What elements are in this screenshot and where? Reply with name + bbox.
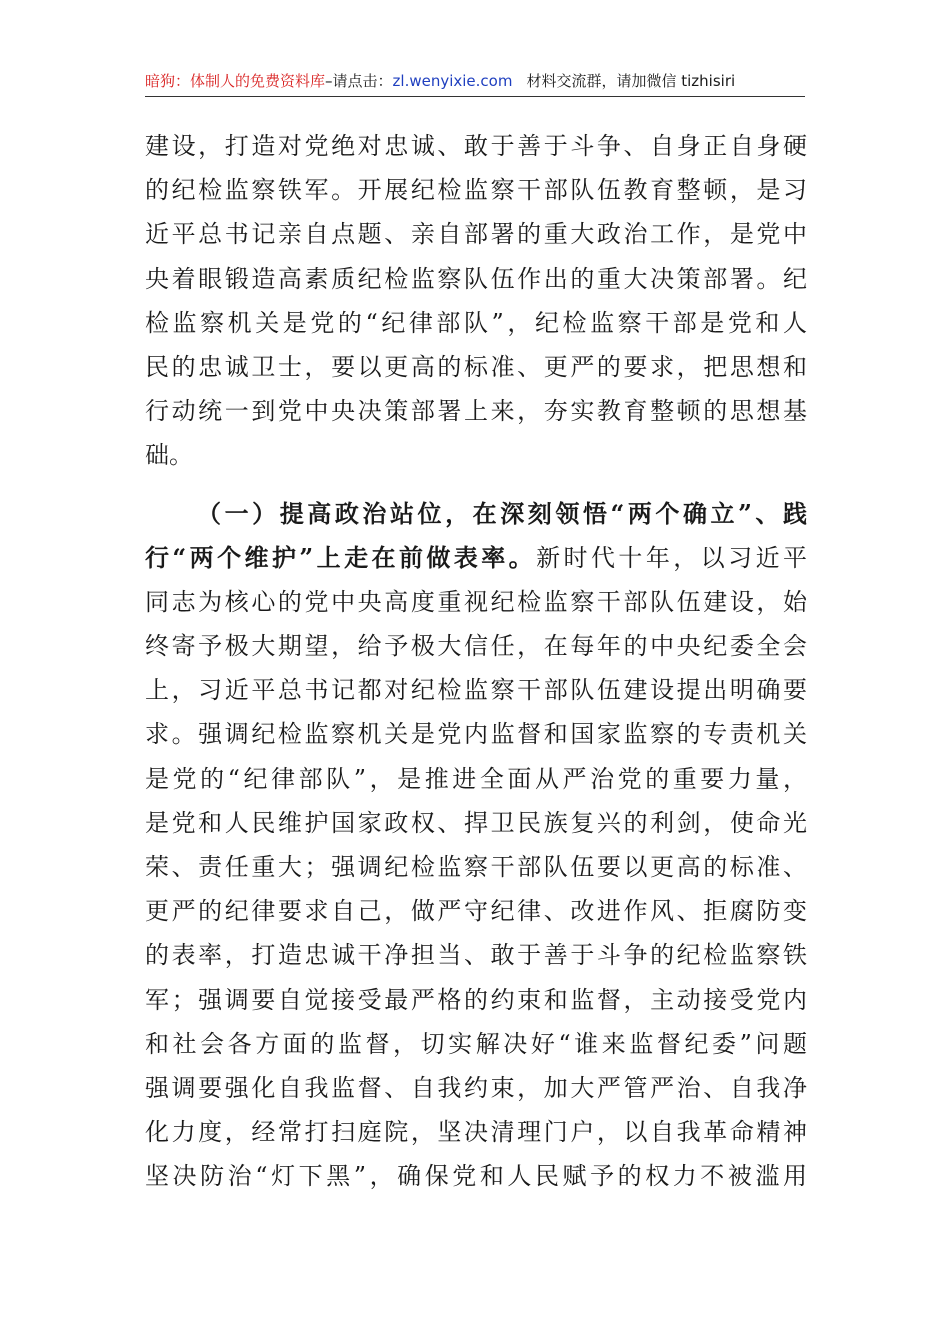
text-line: 同志为核心的党中央高度重视纪检监察干部队伍建设，始 bbox=[145, 587, 807, 616]
text-line: 更严的纪律要求自己，做严守纪律、改进作风、拒腐防变 bbox=[145, 897, 807, 926]
header-click-prompt: –请点击： bbox=[325, 72, 393, 90]
text-line: 军；强调要自觉接受最严格的约束和监督，主动接受党内 bbox=[145, 985, 807, 1014]
text-line: 化力度，经常打扫庭院，坚决清理门户，以自我革命精神 bbox=[145, 1118, 807, 1147]
text-line: 行动统一到党中央决策部署上来，夯实教育整顿的思想基 bbox=[145, 397, 807, 426]
text-line: 坚决防治“灯下黑”，确保党和人民赋予的权力不被滥用 bbox=[145, 1162, 807, 1191]
text-line: 终寄予极大期望，给予极大信任，在每年的中央纪委全会 bbox=[145, 632, 807, 661]
text-line: 强调要强化自我监督、自我约束，加大严管严治、自我净 bbox=[145, 1073, 807, 1102]
paragraph-1 bbox=[145, 124, 807, 478]
text-line: 础。 bbox=[145, 441, 193, 470]
text-line: 央着眼锻造高素质纪检监察队伍作出的重大决策部署。纪 bbox=[145, 264, 807, 293]
text-line: 上，习近平总书记都对纪检监察干部队伍建设提出明确要 bbox=[145, 676, 807, 705]
page-header bbox=[145, 70, 805, 96]
text-line: 近平总书记亲自点题、亲自部署的重大政治工作，是党中 bbox=[145, 220, 807, 249]
section-heading-line: （一）提高政治站位，在深刻领悟“两个确立”、践 bbox=[197, 498, 807, 528]
text-span: 新时代十年，以习近平 bbox=[536, 543, 807, 572]
paragraph-2 bbox=[145, 492, 807, 1199]
text-line: 检监察机关是党的“纪律部队”，纪检监察干部是党和人 bbox=[145, 308, 807, 337]
header-divider bbox=[145, 96, 805, 97]
header-wechat-note: 材料交流群，请加微信 tizhisiri bbox=[526, 72, 736, 90]
text-line: 是党和人民维护国家政权、捍卫民族复兴的利剑，使命光 bbox=[145, 808, 807, 837]
text-line bbox=[145, 536, 807, 580]
text-line: 求。强调纪检监察机关是党内监督和国家监察的专责机关 bbox=[145, 720, 807, 749]
document-body bbox=[145, 124, 807, 1199]
header-link[interactable]: zl.wenyixie.com bbox=[392, 72, 513, 90]
text-line: 民的忠诚卫士，要以更高的标准、更严的要求，把思想和 bbox=[145, 352, 807, 381]
text-line: 的纪检监察铁军。开展纪检监察干部队伍教育整顿，是习 bbox=[145, 176, 807, 205]
text-line: 是党的“纪律部队”，是推进全面从严治党的重要力量， bbox=[145, 764, 807, 793]
header-site-name: 暗狗：体制人的免费资料库 bbox=[145, 72, 326, 90]
section-heading-tail: 行“两个维护”上走在前做表率。 bbox=[145, 542, 537, 572]
text-line: 荣、责任重大；强调纪检监察干部队伍要以更高的标准、 bbox=[145, 853, 807, 881]
text-line: 和社会各方面的监督，切实解决好“谁来监督纪委”问题 bbox=[145, 1029, 807, 1058]
text-line: 的表率，打造忠诚干净担当、敢于善于斗争的纪检监察铁 bbox=[145, 941, 807, 970]
text-line: 建设，打造对党绝对忠诚、敢于善于斗争、自身正自身硬 bbox=[145, 132, 807, 160]
